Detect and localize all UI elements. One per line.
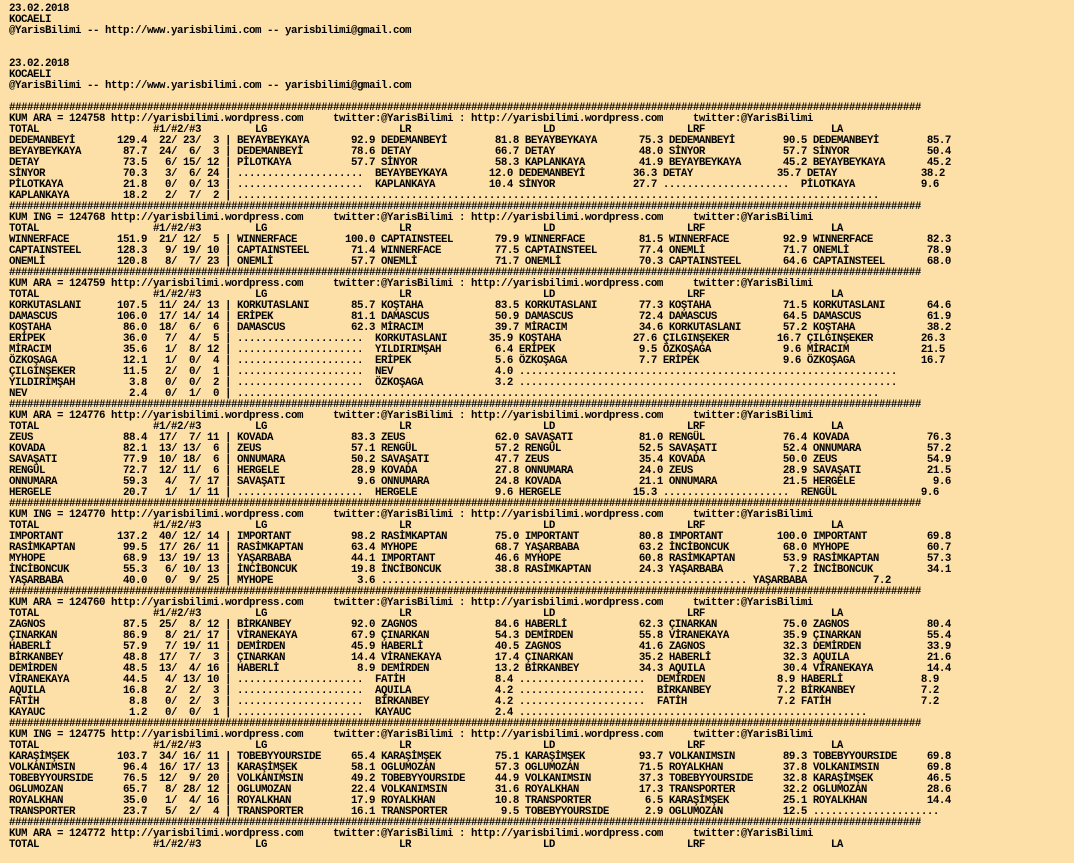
result-row: HERGELE 20.7 1/ 1/ 11 | ..................... HERGELE 9.6 HERGELE 15.3 ..................... RENGÜL 9.6 [9, 487, 939, 499]
report-city: KOCAELI [9, 69, 51, 81]
report-body [9, 103, 951, 851]
result-row: KARAŞİMŞEK 103.7 34/ 16/ 11 | TOBEBYYOURSIDE 65.4 KARAŞİMŞEK 75.1 KARAŞİMŞEK 93.7 VOLKANIMSIN 89.3 TOBEBYYOURSIDE 69.8 [9, 751, 951, 763]
column-header-line: TOTAL #1/#2/#3 LG LR LD LRF LA [9, 740, 843, 752]
result-row: IMPORTANT 137.2 40/ 12/ 14 | IMPORTANT 98.2 RASİMKAPTAN 75.0 IMPORTANT 80.8 IMPORTANT 100.0 IMPORTANT 69.8 [9, 531, 951, 543]
result-row: ERİPEK 36.0 7/ 4/ 5 | ..................... KORKUTASLANI 35.9 KOŞTAHA 27.6 ÇILGINŞEKER 16.7 ÇILGINŞEKER 26.3 [9, 333, 945, 345]
result-row: ÇINARKAN 86.9 8/ 21/ 17 | VİRANEKAYA 67.9 ÇINARKAN 54.3 DEMİRDEN 55.8 VİRANEKAYA 35.9 ÇINARKAN 55.4 [9, 630, 951, 642]
result-row: SAVAŞATI 77.9 10/ 18/ 6 | ONNUMARA 50.2 SAVAŞATI 47.7 ZEUS 35.4 KOVADA 50.0 ZEUS 54.9 [9, 454, 951, 466]
report-contact: @YarisBilimi -- http://www.yarisbilimi.com -- yarisbilimi@gmail.com [9, 80, 411, 92]
race-report [9, 4, 951, 851]
result-row: BİRKANBEY 48.8 17/ 7/ 3 | ÇINARKAN 14.4 VİRANEKAYA 17.4 ÇINARKAN 35.2 HABERLİ 32.3 AQUILA 21.6 [9, 652, 951, 664]
separator-line: ######################################################################################################################################################## [9, 718, 921, 730]
result-row: KORKUTASLANI 107.5 11/ 24/ 13 | KORKUTASLANI 85.7 KOŞTAHA 83.5 KORKUTASLANI 77.3 KOŞTAHA 71.5 KORKUTASLANI 64.6 [9, 300, 951, 312]
result-row: VİRANEKAYA 44.5 4/ 13/ 10 | ..................... FATİH 8.4 ..................... DEMİRDEN 8.9 HABERLİ 8.9 [9, 674, 939, 686]
result-row: İNCİBONCUK 55.3 6/ 10/ 13 | İNCİBONCUK 19.8 İNCİBONCUK 38.8 RASİMKAPTAN 24.3 YAŞARBABA 7.2 İNCİBONCUK 34.1 [9, 564, 951, 576]
result-row: SİNYOR 70.3 3/ 6/ 24 | ..................... BEYAYBEYKAYA 12.0 DEDEMANBEYİ 36.3 DETAY 35.7 DETAY 38.2 [9, 168, 945, 180]
race-header-line: KUM ARA = 124759 http://yarisbilimi.wordpress.com twitter:@YarisBilimi : http://yarisbilimi.wordpress.com twitter:@YarisBilimi [9, 278, 813, 290]
race-header-line: KUM ARA = 124758 http://yarisbilimi.wordpress.com twitter:@YarisBilimi : http://yarisbilimi.wordpress.com twitter:@YarisBilimi [9, 113, 813, 125]
separator-line: ######################################################################################################################################################## [9, 586, 921, 598]
column-header-line: TOTAL #1/#2/#3 LG LR LD LRF LA [9, 520, 843, 532]
result-row: DAMASCUS 106.0 17/ 14/ 14 | ERİPEK 81.1 DAMASCUS 50.9 DAMASCUS 72.4 DAMASCUS 64.5 DAMASCUS 61.9 [9, 311, 951, 323]
race-header-line: KUM ARA = 124772 http://yarisbilimi.wordpress.com twitter:@YarisBilimi : http://yarisbilimi.wordpress.com twitter:@YarisBilimi [9, 828, 813, 840]
result-row: FATİH 8.8 0/ 2/ 3 | ..................... BİRKANBEY 4.2 ..................... FATİH 7.2 FATİH 7.2 [9, 696, 939, 708]
result-row: HABERLİ 57.9 7/ 19/ 11 | DEMİRDEN 45.9 HABERLİ 40.5 ZAGNOS 41.6 ZAGNOS 32.3 DEMİRDEN 33.9 [9, 641, 951, 653]
result-row: OGLUMOZAN 65.7 8/ 28/ 12 | OGLUMOZAN 22.4 VOLKANIMSIN 31.6 ROYALKHAN 17.3 TRANSPORTER 32.2 OGLUMOZAN 28.6 [9, 784, 951, 796]
report-city: KOCAELI [9, 14, 51, 26]
result-row: BEYAYBEYKAYA 87.7 24/ 6/ 3 | DEDEMANBEYİ 78.6 DETAY 66.7 DETAY 48.0 SİNYOR 57.7 SİNYOR 50.4 [9, 146, 951, 158]
spacer [9, 37, 951, 48]
result-row: WINNERFACE 151.9 21/ 12/ 5 | WINNERFACE 100.0 CAPTAINSTEEL 79.9 WINNERFACE 81.5 WINNERFACE 92.9 WINNERFACE 82.3 [9, 234, 951, 246]
result-row: YAŞARBABA 40.0 0/ 9/ 25 | MYHOPE 3.6 ............................................................. YAŞARBABA 7.2 [9, 575, 891, 587]
result-row: AQUILA 16.8 2/ 2/ 3 | ..................... AQUILA 4.2 ..................... BİRKANBEY 7.2 BİRKANBEY 7.2 [9, 685, 939, 697]
result-row: YILDIRIMŞAH 3.8 0/ 0/ 2 | ..................... ÖZKOŞAGA 3.2 ............................................................... [9, 377, 897, 389]
race-header-line: KUM ING = 124775 http://yarisbilimi.wordpress.com twitter:@YarisBilimi : http://yarisbilimi.wordpress.com twitter:@YarisBilimi [9, 729, 813, 741]
separator-line: ######################################################################################################################################################## [9, 399, 921, 411]
separator-line: ######################################################################################################################################################## [9, 498, 921, 510]
result-row: ONEMLİ 120.8 8/ 7/ 23 | ONEMLİ 57.7 ONEMLİ 71.7 ONEMLİ 70.3 CAPTAINSTEEL 64.6 CAPTAINSTEEL 68.0 [9, 256, 951, 268]
race-header-line: KUM ING = 124768 http://yarisbilimi.wordpress.com twitter:@YarisBilimi : http://yarisbilimi.wordpress.com twitter:@YarisBilimi [9, 212, 813, 224]
result-row: MİRACIM 35.6 1/ 8/ 12 | ..................... YILDIRIMŞAH 6.4 ERİPEK 9.5 ÖZKOŞAGA 9.6 MİRACIM 21.5 [9, 344, 945, 356]
separator-line: ######################################################################################################################################################## [9, 267, 921, 279]
race-header-line: KUM ING = 124770 http://yarisbilimi.wordpress.com twitter:@YarisBilimi : http://yarisbilimi.wordpress.com twitter:@YarisBilimi [9, 509, 813, 521]
result-row: KOVADA 82.1 13/ 13/ 6 | ZEUS 57.1 RENGÜL 57.2 RENGÜL 52.5 SAVAŞATI 52.4 ONNUMARA 57.2 [9, 443, 951, 455]
result-row: NEV 2.4 0/ 1/ 0 | ........................................................................................................... [9, 388, 879, 400]
race-header-line: KUM ARA = 124760 http://yarisbilimi.wordpress.com twitter:@YarisBilimi : http://yarisbilimi.wordpress.com twitter:@YarisBilimi [9, 597, 813, 609]
column-header-line: TOTAL #1/#2/#3 LG LR LD LRF LA [9, 289, 843, 301]
result-row: ZEUS 88.4 17/ 7/ 11 | KOVADA 83.3 ZEUS 62.0 SAVAŞATI 81.0 RENGÜL 76.4 KOVADA 76.3 [9, 432, 951, 444]
race-header-line: KUM ARA = 124776 http://yarisbilimi.wordpress.com twitter:@YarisBilimi : http://yarisbilimi.wordpress.com twitter:@YarisBilimi [9, 410, 813, 422]
column-header-line: TOTAL #1/#2/#3 LG LR LD LRF LA [9, 608, 843, 620]
result-row: TRANSPORTER 23.7 5/ 2/ 4 | TRANSPORTER 16.1 TRANSPORTER 9.5 TOBEBYYOURSIDE 2.9 OGLUMOZAN 12.5 ..................... [9, 806, 939, 818]
result-row: ONNUMARA 59.3 4/ 7/ 17 | SAVAŞATI 9.6 ONNUMARA 24.8 KOVADA 21.1 ONNUMARA 21.5 HERGELE 9.6 [9, 476, 951, 488]
result-row: VOLKANIMSIN 96.4 16/ 17/ 13 | KARAŞİMŞEK 58.1 OGLUMOZAN 57.3 OGLUMOZAN 71.5 ROYALKHAN 37.8 VOLKANIMSIN 69.8 [9, 762, 951, 774]
separator-line: ######################################################################################################################################################## [9, 817, 921, 829]
separator-line: ######################################################################################################################################################## [9, 102, 921, 114]
column-header-line: TOTAL #1/#2/#3 LG LR LD LRF LA [9, 124, 843, 136]
result-row: KOŞTAHA 86.0 18/ 6/ 6 | DAMASCUS 62.3 MİRACIM 39.7 MİRACIM 34.6 KORKUTASLANI 57.2 KOŞTAHA 38.2 [9, 322, 951, 334]
result-row: ROYALKHAN 35.0 1/ 4/ 16 | ROYALKHAN 17.9 ROYALKHAN 10.8 TRANSPORTER 6.5 KARAŞİMŞEK 25.1 ROYALKHAN 14.4 [9, 795, 951, 807]
result-row: ÖZKOŞAGA 12.1 1/ 0/ 4 | ..................... ERİPEK 5.6 ÖZKOŞAGA 7.7 ERİPEK 9.6 ÖZKOŞAGA 16.7 [9, 355, 945, 367]
result-row: TOBEBYYOURSIDE 76.5 12/ 9/ 20 | VOLKANIMSIN 49.2 TOBEBYYOURSIDE 44.9 VOLKANIMSIN 37.3 TOBEBYYOURSIDE 32.8 KARAŞİMŞEK 46.5 [9, 773, 951, 785]
separator-line: ######################################################################################################################################################## [9, 201, 921, 213]
result-row: ÇILGINŞEKER 11.5 2/ 0/ 1 | ..................... NEV 4.0 ............................................................... [9, 366, 897, 378]
result-row: KAYAUC 1.2 0/ 0/ 1 | ..................... KAYAUC 2.4 .......................................................... [9, 707, 867, 719]
result-row: DEDEMANBEYİ 129.4 22/ 23/ 3 | BEYAYBEYKAYA 92.9 DEDEMANBEYİ 81.8 BEYAYBEYKAYA 75.3 DEDEMANBEYİ 90.5 DEDEMANBEYİ 85.7 [9, 135, 951, 147]
result-row: RENGÜL 72.7 12/ 11/ 6 | HERGELE 28.9 KOVADA 27.8 ONNUMARA 24.0 ZEUS 28.9 SAVAŞATI 21.5 [9, 465, 951, 477]
column-header-line: TOTAL #1/#2/#3 LG LR LD LRF LA [9, 421, 843, 433]
result-row: ZAGNOS 87.5 25/ 8/ 12 | BİRKANBEY 92.0 ZAGNOS 84.6 HABERLİ 62.3 ÇINARKAN 75.0 ZAGNOS 80.4 [9, 619, 951, 631]
result-row: DEMİRDEN 48.5 13/ 4/ 16 | HABERLİ 8.9 DEMİRDEN 13.2 BİRKANBEY 34.3 AQUILA 30.4 VİRANEKAYA 14.4 [9, 663, 951, 675]
result-row: CAPTAINSTEEL 128.3 9/ 19/ 10 | CAPTAINSTEEL 71.4 WINNERFACE 77.5 CAPTAINSTEEL 77.4 ONEMLİ 71.7 ONEMLİ 78.9 [9, 245, 951, 257]
result-row: DETAY 73.5 6/ 15/ 12 | PİLOTKAYA 57.7 SİNYOR 58.3 KAPLANKAYA 41.9 BEYAYBEYKAYA 45.2 BEYAYBEYKAYA 45.2 [9, 157, 951, 169]
column-header-line: TOTAL #1/#2/#3 LG LR LD LRF LA [9, 839, 843, 851]
result-row: PİLOTKAYA 21.8 0/ 0/ 13 | ..................... KAPLANKAYA 10.4 SİNYOR 27.7 ..................... PİLOTKAYA 9.6 [9, 179, 939, 191]
result-row: RASİMKAPTAN 99.5 17/ 26/ 11 | RASİMKAPTAN 63.4 MYHOPE 68.7 YAŞARBABA 63.2 İNCİBONCUK 68.0 MYHOPE 60.7 [9, 542, 951, 554]
report-date: 23.02.2018 [9, 3, 69, 15]
report-contact: @YarisBilimi -- http://www.yarisbilimi.com -- yarisbilimi@gmail.com [9, 25, 411, 37]
result-row: KAPLANKAYA 18.2 2/ 7/ 2 | ........................................................................................................... [9, 190, 879, 202]
result-row: MYHOPE 68.9 13/ 19/ 13 | YAŞARBABA 44.1 IMPORTANT 46.6 MYHOPE 60.8 RASİMKAPTAN 53.9 RASİMKAPTAN 57.3 [9, 553, 951, 565]
spacer [9, 48, 951, 59]
report-date: 23.02.2018 [9, 58, 69, 70]
column-header-line: TOTAL #1/#2/#3 LG LR LD LRF LA [9, 223, 843, 235]
